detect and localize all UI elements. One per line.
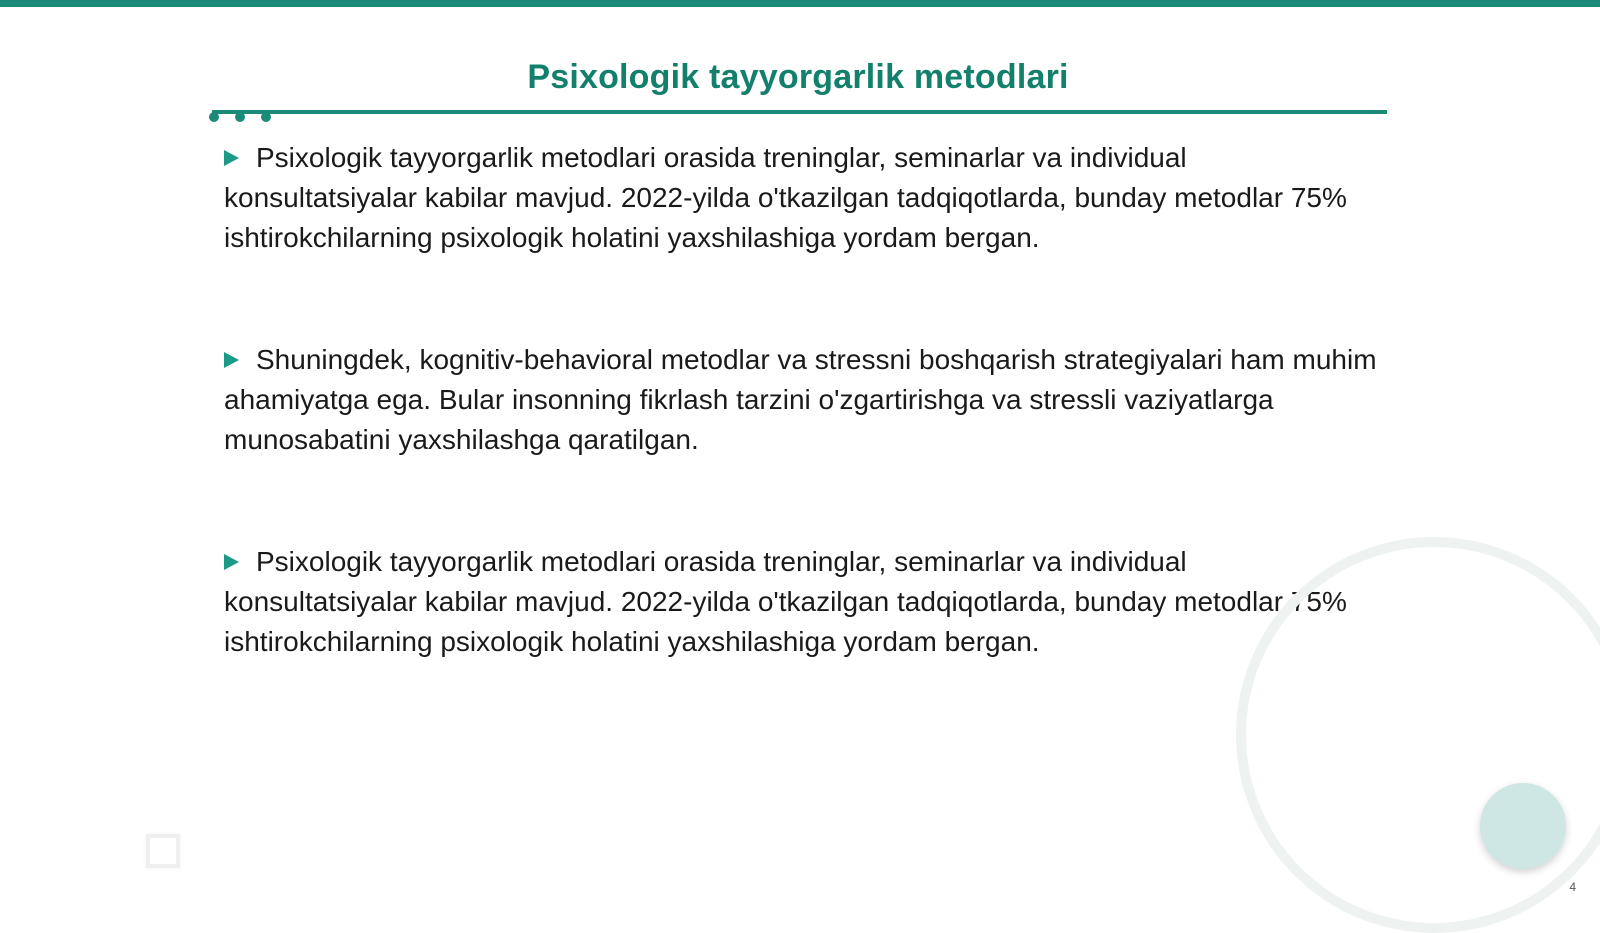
title-dot-icon <box>235 112 245 122</box>
title-underline <box>212 110 1387 114</box>
bullet-item <box>224 138 1384 258</box>
title-dot-icon <box>209 112 219 122</box>
slide-number: 4 <box>1569 880 1576 894</box>
bullet-item <box>224 542 1384 662</box>
bullet-text: Psixologik tayyorgarlik metodlari orasida treninglar, seminarlar va individual konsultatsiyalar kabilar mavjud. 2022-yilda o'tkazilgan tadqiqotlarda, bunday metodlar 75% ishtirokchilarning psixologik holatini yaxshilashiga yordam bergan. <box>224 142 1347 253</box>
triangle-right-icon <box>224 554 239 570</box>
bullet-text: Shuningdek, kognitiv-behavioral metodlar va stressni boshqarish strategiyalari ham muhim ahamiyatga ega. Bular insonning fikrlash tarzini o'zgartirishga va stressli vaziyatlarga munosabatini yaxshilashga qaratilgan. <box>224 344 1377 455</box>
top-accent-bar <box>0 0 1600 7</box>
bullet-item <box>224 340 1384 460</box>
triangle-right-icon <box>224 150 239 166</box>
bullet-list <box>224 138 1384 744</box>
decorative-square <box>146 834 180 868</box>
triangle-right-icon <box>224 352 239 368</box>
slide-title: Psixologik tayyorgarlik metodlari <box>527 58 1069 96</box>
title-dot-icon <box>261 112 271 122</box>
decorative-circle <box>1480 783 1566 869</box>
bullet-text: Psixologik tayyorgarlik metodlari orasida treninglar, seminarlar va individual konsultatsiyalar kabilar mavjud. 2022-yilda o'tkazilgan tadqiqotlarda, bunday metodlar 75% ishtirokchilarning psixologik holatini yaxshilashiga yordam bergan. <box>224 546 1347 657</box>
